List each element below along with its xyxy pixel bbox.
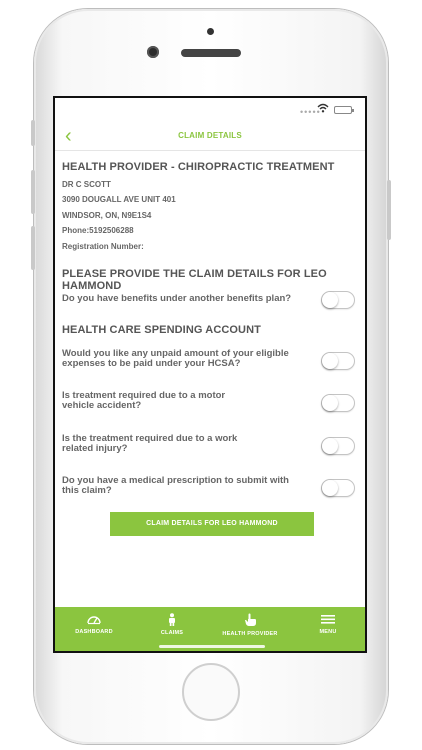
work-injury-toggle[interactable]	[321, 437, 355, 455]
tab-health-provider[interactable]	[215, 613, 285, 637]
page-title: CLAIM DETAILS	[178, 131, 242, 140]
benefits-question	[62, 294, 332, 304]
claim-details-heading: PLEASE PROVIDE THE CLAIM DETAILS FOR LEO HAMMOND	[62, 268, 327, 292]
motor-vehicle-question-row	[62, 388, 358, 414]
hcsa-question-line2: expenses to be paid under your HCSA?	[62, 358, 241, 369]
benefits-toggle[interactable]	[321, 291, 355, 309]
claim-details-button[interactable]: CLAIM DETAILS FOR LEO HAMMOND	[110, 512, 314, 536]
earpiece-speaker	[181, 49, 241, 57]
provider-address-line2: WINDSOR, ON, N9E1S4	[62, 211, 152, 220]
hcsa-heading: HEALTH CARE SPENDING ACCOUNT	[62, 324, 261, 336]
hcsa-question-row	[62, 346, 358, 372]
work-injury-question-row	[62, 431, 358, 457]
home-indicator	[159, 645, 265, 648]
power-button	[387, 180, 391, 240]
work-injury-question-line1: Is the treatment required due to a work	[62, 433, 238, 444]
tab-menu[interactable]	[293, 613, 363, 635]
motor-vehicle-question-line2: vehicle accident?	[62, 400, 142, 411]
motor-vehicle-toggle[interactable]	[321, 394, 355, 412]
mute-switch	[31, 120, 35, 146]
motor-vehicle-question-line1: Is treatment required due to a motor	[62, 390, 226, 401]
front-camera	[147, 46, 159, 58]
tab-dashboard-label: DASHBOARD	[75, 629, 113, 635]
prescription-question-line1: Do you have a medical prescription to submit with	[62, 475, 289, 486]
tab-claims-label: CLAIMS	[160, 630, 184, 636]
prescription-question	[62, 476, 322, 496]
app-screen	[53, 96, 367, 653]
provider-heading: HEALTH PROVIDER - CHIROPRACTIC TREATMENT	[62, 161, 335, 173]
wifi-icon	[317, 103, 329, 113]
work-injury-question-line2: related injury?	[62, 443, 128, 454]
back-chevron-icon[interactable]: ‹	[65, 125, 72, 147]
benefits-question-row	[62, 289, 358, 311]
hcsa-question	[62, 349, 322, 369]
proximity-sensor	[207, 28, 214, 35]
hamburger-icon	[321, 613, 335, 625]
provider-name: DR C SCOTT	[62, 180, 111, 189]
benefits-question-text: Do you have benefits under another benefits plan?	[62, 293, 292, 304]
signal-dots-icon: •••••	[300, 107, 321, 117]
provider-address-line1: 3090 DOUGALL AVE UNIT 401	[62, 195, 176, 204]
hand-icon	[243, 613, 257, 627]
status-bar	[55, 98, 365, 120]
hcsa-question-line1: Would you like any unpaid amount of your eligible	[62, 348, 289, 359]
volume-up-button	[31, 170, 35, 214]
nav-header	[55, 124, 365, 151]
tab-dashboard[interactable]	[59, 613, 129, 635]
motor-vehicle-question	[62, 391, 322, 411]
hcsa-toggle[interactable]	[321, 352, 355, 370]
work-injury-question	[62, 434, 322, 454]
bottom-tab-bar	[55, 607, 365, 651]
battery-icon	[334, 106, 352, 114]
volume-down-button	[31, 226, 35, 270]
gauge-icon	[86, 613, 102, 625]
tab-health-provider-label: HEALTH PROVIDER	[222, 631, 278, 637]
provider-registration: Registration Number:	[62, 242, 144, 251]
tab-claims[interactable]	[137, 613, 207, 636]
prescription-question-line2: this claim?	[62, 485, 112, 496]
tab-menu-label: MENU	[319, 629, 337, 635]
prescription-toggle[interactable]	[321, 479, 355, 497]
provider-phone: Phone:5192506288	[62, 226, 134, 235]
person-icon	[166, 613, 178, 626]
prescription-question-row	[62, 473, 358, 499]
home-button[interactable]	[182, 663, 240, 721]
